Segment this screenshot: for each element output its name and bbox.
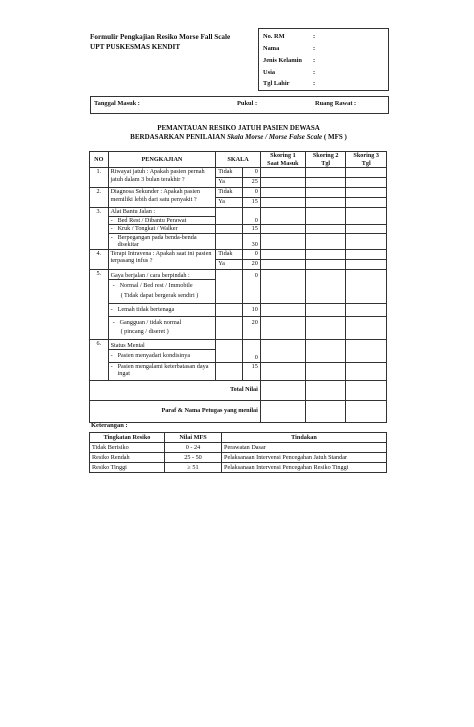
sub-option: - Pasien menyadari kondisinya (108, 350, 216, 363)
row-number: 5. (90, 269, 109, 339)
option-label: Ya (216, 259, 242, 269)
sub-option: - Normal / Bed rest / Immobile (111, 280, 214, 290)
option-label (216, 269, 242, 304)
title-line-2 (90, 133, 387, 142)
score-cell[interactable] (346, 168, 387, 178)
mfs-range: 25 - 50 (165, 453, 222, 463)
sub-option-block (108, 280, 216, 304)
field-label-rm: No. RM (263, 33, 285, 40)
assessment-text: Status Mental (108, 339, 216, 350)
score-cell[interactable] (346, 198, 387, 208)
option-label: Tidak (216, 168, 242, 178)
table-row (90, 208, 387, 217)
total-label: Total Nilai (90, 380, 261, 400)
table-row (90, 188, 387, 198)
option-label (216, 304, 242, 317)
score-cell[interactable] (260, 233, 305, 249)
score-cell[interactable] (305, 233, 346, 249)
table-row (90, 316, 387, 339)
option-value: 15 (242, 362, 260, 380)
mfs-range: ≥ 51 (165, 463, 222, 473)
admission-time-field[interactable]: Pukul : (237, 100, 258, 107)
score-cell[interactable] (305, 198, 346, 208)
option-value: 15 (242, 198, 260, 208)
signature-label: Paraf & Nama Petugas yang menilai (90, 400, 261, 422)
score1-subtitle: Saat Masuk (267, 159, 299, 167)
option-value: 0 (242, 188, 260, 198)
header-score-2 (305, 152, 346, 168)
sub-option: - Lemah tidak bertenaga (108, 304, 216, 317)
option-label (216, 208, 242, 225)
option-label (216, 316, 242, 339)
score-cell[interactable] (260, 208, 305, 225)
table-row (90, 168, 387, 178)
score-cell[interactable] (305, 168, 346, 178)
header-score-3 (346, 152, 387, 168)
total-cell[interactable] (260, 380, 305, 400)
score-cell[interactable] (305, 249, 346, 259)
table-row (90, 362, 387, 380)
title-scale-name: Skala Morse / Morse False Scale (227, 133, 323, 141)
institution-name: UPT PUSKESMAS KENDIT (90, 43, 181, 51)
option-value: 0 (242, 339, 260, 362)
field-value-age[interactable]: : (313, 69, 316, 76)
title-prefix: BERDASARKAN PENILAIAN (130, 133, 226, 141)
field-label-sex: Jenis Kelamin (263, 57, 302, 64)
score-cell[interactable] (305, 316, 346, 339)
table-row (90, 249, 387, 259)
header-assessment: PENGKAJIAN (108, 152, 216, 168)
row-number: 6. (90, 339, 109, 380)
sub-option: - Kruk / Tongkat / Walker (108, 225, 216, 234)
total-cell[interactable] (346, 380, 387, 400)
assessment-text: Alat Bantu Jalan : (108, 208, 216, 217)
score-cell[interactable] (346, 188, 387, 198)
sub-option-note: ( pincang / diseret ) (120, 328, 169, 335)
score3-subtitle: Tgl (361, 159, 371, 167)
score-cell[interactable] (260, 178, 305, 188)
sub-option: - Gangguan / tidak normal (111, 319, 214, 327)
score1-title: Skoring 1 (270, 152, 296, 159)
score-cell[interactable] (305, 178, 346, 188)
option-value: 10 (242, 304, 260, 317)
field-label-name: Nama (263, 45, 280, 52)
assessment-text: Terapi Intravena : Apakah saat ini pasien terpasang infus ? (108, 249, 216, 269)
legend-header: Tindakan (222, 433, 387, 443)
total-cell[interactable] (305, 380, 346, 400)
score-cell[interactable] (260, 225, 305, 234)
assessment-text: Gaya berjalan / cara berpindah : (108, 269, 216, 280)
score-cell[interactable] (260, 198, 305, 208)
assessment-title (90, 124, 387, 142)
option-label (216, 362, 242, 380)
sub-option-block (108, 316, 216, 339)
signature-cell[interactable] (305, 400, 346, 422)
table-row (90, 225, 387, 234)
score-cell[interactable] (346, 362, 387, 380)
row-number: 2. (90, 188, 109, 208)
option-value: 30 (242, 233, 260, 249)
score-cell[interactable] (260, 316, 305, 339)
admission-date-field[interactable]: Tanggal Masuk : (94, 100, 140, 107)
score3-title: Skoring 3 (353, 152, 380, 159)
field-value-sex[interactable]: : (313, 57, 316, 64)
patient-id-box (258, 28, 389, 91)
admission-row (90, 96, 389, 114)
assessment-text: Riwayat jatuh : Apakah pasien pernah jatuh dalam 3 bulan terakhir ? (108, 168, 216, 188)
score-cell[interactable] (346, 259, 387, 269)
action-text: Pelaksanaan Intervensi Pencegahan Jatuh Standar (222, 453, 387, 463)
legend-row (90, 463, 387, 473)
row-number: 4. (90, 249, 109, 269)
score-cell[interactable] (260, 259, 305, 269)
score2-subtitle: Tgl (321, 159, 331, 167)
option-value: 15 (242, 225, 260, 234)
signature-cell[interactable] (260, 400, 305, 422)
table-header-row (90, 152, 387, 168)
legend-title: Keterangan : (91, 422, 128, 429)
row-number: 3. (90, 208, 109, 250)
sub-option: - Pasien mengalami keterbatasan daya ingat (108, 362, 216, 380)
score-cell[interactable] (260, 168, 305, 178)
option-label: Ya (216, 198, 242, 208)
row-number: 1. (90, 168, 109, 188)
header-no: NO (90, 152, 109, 168)
score-cell[interactable] (305, 188, 346, 198)
table-row (90, 304, 387, 317)
score-cell[interactable] (346, 269, 387, 304)
legend-header: Nilai MFS (165, 433, 222, 443)
score-cell[interactable] (260, 362, 305, 380)
score-cell[interactable] (346, 178, 387, 188)
option-value: 0 (242, 168, 260, 178)
title-line-1: PEMANTAUAN RESIKO JATUH PASIEN DEWASA (157, 124, 320, 132)
sub-option: - Berpegangan pada benda-benda disekitar (108, 233, 216, 249)
title-suffix: ( MFS ) (323, 133, 347, 141)
option-value: 20 (242, 259, 260, 269)
option-value: 25 (242, 178, 260, 188)
room-field[interactable]: Ruang Rawat : (315, 100, 357, 107)
option-value: 20 (242, 316, 260, 339)
score-cell[interactable] (305, 225, 346, 234)
signature-row (90, 400, 387, 422)
option-label (216, 233, 242, 249)
score2-title: Skoring 2 (312, 152, 339, 159)
score-cell[interactable] (346, 316, 387, 339)
option-value: 0 (242, 208, 260, 225)
field-label-age: Usia (263, 69, 276, 76)
risk-level: Tidak Berisiko (90, 443, 165, 453)
signature-cell[interactable] (346, 400, 387, 422)
header-scale: SKALA (216, 152, 261, 168)
score-cell[interactable] (305, 362, 346, 380)
option-label: Tidak (216, 188, 242, 198)
score-cell[interactable] (305, 259, 346, 269)
score-cell[interactable] (346, 249, 387, 259)
morse-scale-table (89, 151, 387, 423)
legend-table (89, 432, 387, 473)
table-row (90, 233, 387, 249)
score-cell[interactable] (346, 304, 387, 317)
option-value: 0 (242, 269, 260, 304)
option-label: Ya (216, 178, 242, 188)
option-label: Tidak (216, 249, 242, 259)
field-label-dob: Tgl Lahir (263, 80, 290, 87)
risk-level: Resiko Tinggi (90, 463, 165, 473)
legend-row (90, 453, 387, 463)
score-cell[interactable] (305, 339, 346, 362)
form-header (90, 32, 230, 52)
assessment-text: Diagnosa Sekunder : Apakah pasien memiliki lebih dari satu penyakit ? (108, 188, 216, 208)
table-row (90, 339, 387, 350)
action-text: Perawatan Dasar (222, 443, 387, 453)
legend-row (90, 443, 387, 453)
score-cell[interactable] (346, 233, 387, 249)
option-label (216, 225, 242, 234)
score-cell[interactable] (346, 208, 387, 225)
score-cell[interactable] (305, 208, 346, 225)
option-label (216, 339, 242, 362)
option-value: 0 (242, 249, 260, 259)
risk-level: Resiko Rendah (90, 453, 165, 463)
sub-option: - Bed Rest / Dibantu Perawat (108, 216, 216, 225)
field-value-dob[interactable]: : (313, 80, 316, 87)
score-cell[interactable] (260, 249, 305, 259)
score-cell[interactable] (260, 188, 305, 198)
form-title: Formulir Pengkajian Resiko Morse Fall Scale (90, 33, 231, 41)
score-cell[interactable] (260, 339, 305, 362)
header-score-1 (260, 152, 305, 168)
legend-header: Tingkatan Resiko (90, 433, 165, 443)
table-row (90, 269, 387, 280)
score-cell[interactable] (260, 304, 305, 317)
score-cell[interactable] (346, 225, 387, 234)
score-cell[interactable] (305, 304, 346, 317)
sub-option-note: ( Tidak dapat bergerak sendiri ) (120, 291, 199, 299)
action-text: Pelaksanaan Intervensi Pencegahan Resiko Tinggi (222, 463, 387, 473)
field-value-name[interactable]: : (313, 45, 316, 52)
score-cell[interactable] (260, 269, 305, 304)
score-cell[interactable] (346, 339, 387, 362)
field-value-rm[interactable]: : (313, 33, 316, 40)
total-row (90, 380, 387, 400)
legend-header-row (90, 433, 387, 443)
mfs-range: 0 - 24 (165, 443, 222, 453)
score-cell[interactable] (305, 269, 346, 304)
